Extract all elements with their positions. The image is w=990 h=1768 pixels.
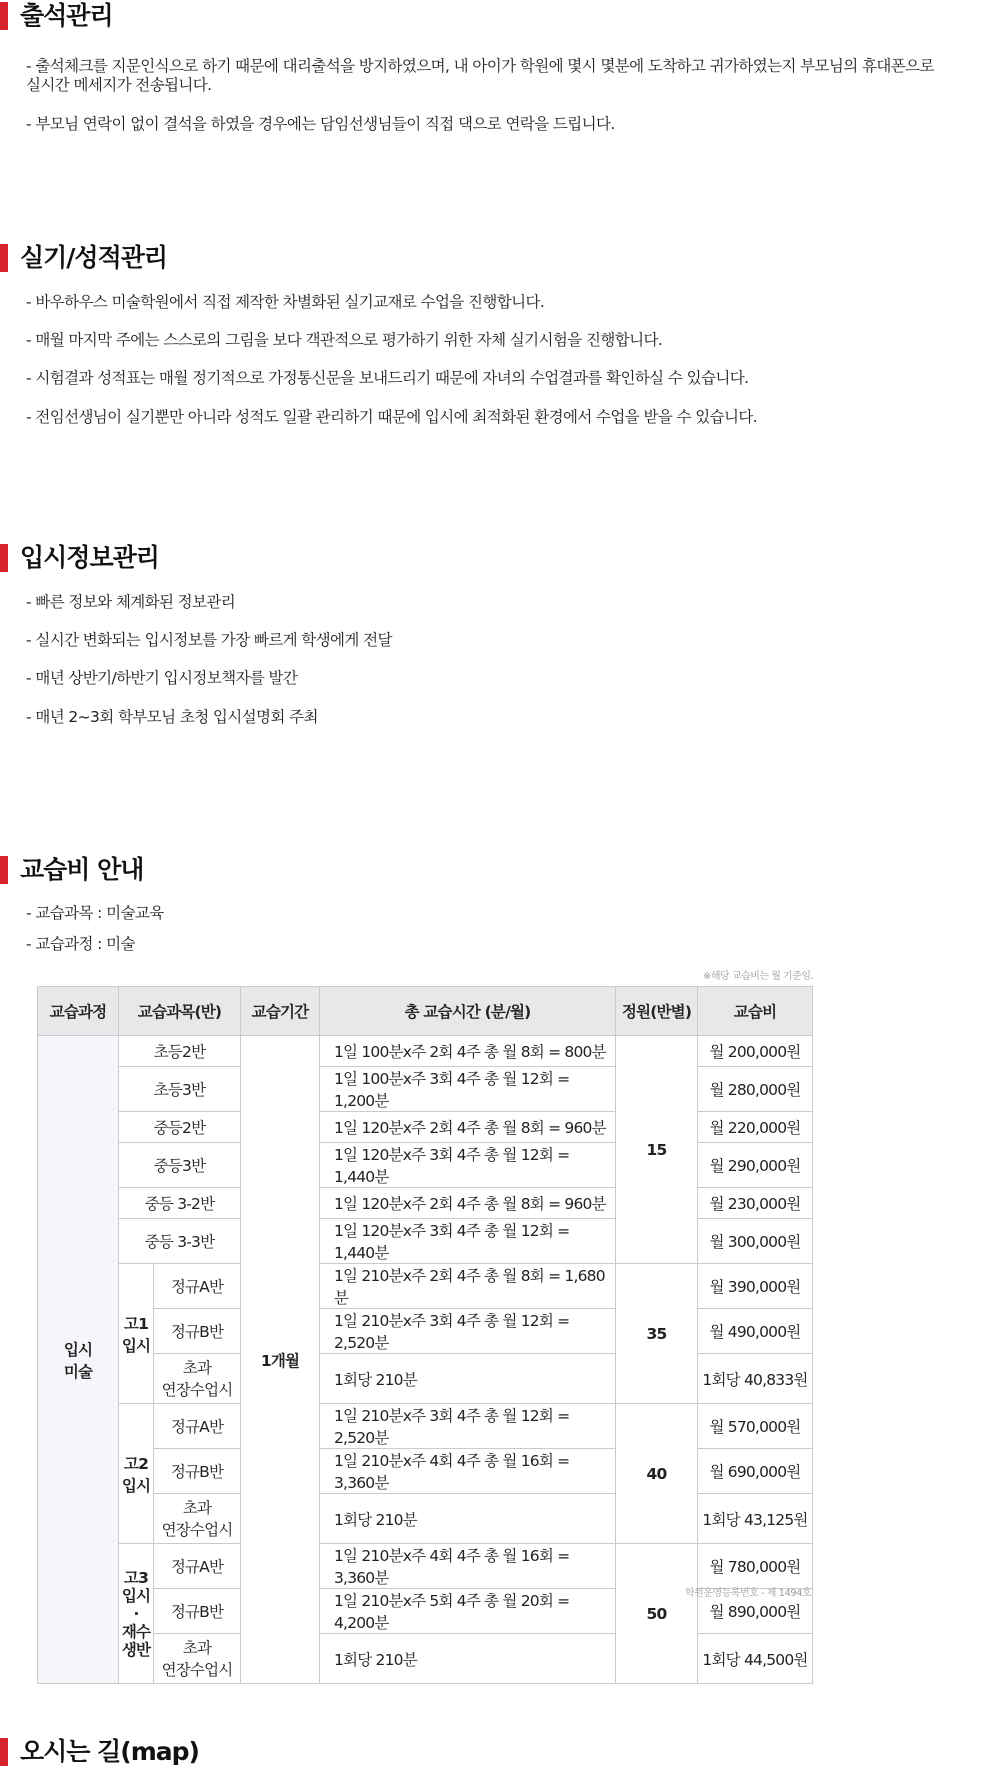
attendance-line: - 출석체크를 지문인식으로 하기 때문에 대리출석을 방지하였으며, 내 아이가 학원에 몇시 몇분에 도착하고 귀가하였는지 부모님의 휴대폰으로 — [26, 57, 934, 75]
section-title: 출석관리 — [20, 1, 113, 30]
admissions-line: - 매년 상반기/하반기 입시정보책자를 발간 — [26, 669, 298, 687]
group-cell: 고3 입시 · 재수 생반 — [119, 1544, 154, 1684]
class-cell: 정규A반 — [154, 1404, 241, 1449]
attendance-line: - 부모님 연락이 없이 결석을 하였을 경우에는 담임선생님들이 직접 댁으로 연락을 드립니다. — [26, 115, 615, 133]
fee-cell: 월 300,000원 — [698, 1219, 813, 1264]
section-marker — [0, 856, 8, 884]
time-cell: 1회당 210분 — [320, 1354, 616, 1404]
fee-cell: 1회당 43,125원 — [698, 1494, 813, 1544]
fee-cell: 월 490,000원 — [698, 1309, 813, 1354]
table-header: 정원(반별) — [616, 987, 698, 1036]
table-header: 총 교습시간 (분/월) — [320, 987, 616, 1036]
class-cell: 중등 3-2반 — [119, 1188, 241, 1219]
tuition-line: - 교습과목 : 미술교육 — [26, 904, 164, 922]
admissions-line: - 실시간 변화되는 입시정보를 가장 빠르게 학생에게 전달 — [26, 631, 392, 649]
class-cell: 정규A반 — [154, 1544, 241, 1589]
time-cell: 1일 120분x주 3회 4주 총 월 12회 = 1,440분 — [320, 1143, 616, 1188]
capacity-cell: 50 — [616, 1544, 698, 1684]
time-cell: 1회당 210분 — [320, 1494, 616, 1544]
class-cell: 정규B반 — [154, 1589, 241, 1634]
admissions-line: - 매년 2~3회 학부모님 초청 입시설명회 주최 — [26, 708, 318, 726]
section-title: 교습비 안내 — [20, 855, 144, 884]
table-header: 교습기간 — [241, 987, 320, 1036]
fee-cell: 1회당 44,500원 — [698, 1634, 813, 1684]
table-header-row — [38, 987, 813, 1036]
section-marker — [0, 544, 8, 572]
class-cell: 초과 연장수업시 — [154, 1354, 241, 1404]
class-cell: 초과 연장수업시 — [154, 1494, 241, 1544]
fee-cell: 월 390,000원 — [698, 1264, 813, 1309]
group-cell: 고2 입시 — [119, 1404, 154, 1544]
period-cell: 1개월 — [241, 1036, 320, 1684]
class-cell: 정규B반 — [154, 1309, 241, 1354]
tuition-line: - 교습과정 : 미술 — [26, 935, 135, 953]
time-cell: 1일 210분x주 2회 4주 총 월 8회 = 1,680분 — [320, 1264, 616, 1309]
grades-line: - 바우하우스 미술학원에서 직접 제작한 차별화된 실기교재로 수업을 진행합니다. — [26, 293, 545, 311]
fee-cell: 월 890,000원 — [698, 1589, 813, 1634]
fee-cell: 월 280,000원 — [698, 1067, 813, 1112]
time-cell: 1일 210분x주 3회 4주 총 월 12회 = 2,520분 — [320, 1404, 616, 1449]
time-cell: 1일 120분x주 2회 4주 총 월 8회 = 960분 — [320, 1112, 616, 1143]
fee-cell: 월 230,000원 — [698, 1188, 813, 1219]
grades-line: - 전임선생님이 실기뿐만 아니라 성적도 일괄 관리하기 때문에 입시에 최적화된 환경에서 수업을 받을 수 있습니다. — [26, 408, 758, 426]
fee-cell: 1회당 40,833원 — [698, 1354, 813, 1404]
class-cell: 정규A반 — [154, 1264, 241, 1309]
table-row — [38, 1036, 813, 1067]
grades-line: - 시험결과 성적표는 매월 정기적으로 가정통신문을 보내드리기 때문에 자녀의 수업결과를 확인하실 수 있습니다. — [26, 369, 749, 387]
class-cell: 초등3반 — [119, 1067, 241, 1112]
section-title: 실기/성적관리 — [20, 243, 168, 272]
capacity-cell: 40 — [616, 1404, 698, 1544]
table-header: 교습과목(반) — [119, 987, 241, 1036]
time-cell: 1일 120분x주 2회 4주 총 월 8회 = 960분 — [320, 1188, 616, 1219]
table-row — [38, 1264, 813, 1309]
fee-cell: 월 780,000원 — [698, 1544, 813, 1589]
fee-cell: 월 570,000원 — [698, 1404, 813, 1449]
class-cell: 정규B반 — [154, 1449, 241, 1494]
time-cell: 1일 100분x주 3회 4주 총 월 12회 = 1,200분 — [320, 1067, 616, 1112]
fee-cell: 월 690,000원 — [698, 1449, 813, 1494]
class-cell: 중등2반 — [119, 1112, 241, 1143]
fee-cell: 월 220,000원 — [698, 1112, 813, 1143]
class-cell: 초과 연장수업시 — [154, 1634, 241, 1684]
section-marker — [0, 2, 8, 30]
course-cell: 입시 미술 — [38, 1036, 119, 1684]
class-cell: 초등2반 — [119, 1036, 241, 1067]
class-cell: 중등3반 — [119, 1143, 241, 1188]
time-cell: 1일 100분x주 2회 4주 총 월 8회 = 800분 — [320, 1036, 616, 1067]
table-row — [38, 1404, 813, 1449]
fee-cell: 월 200,000원 — [698, 1036, 813, 1067]
group-cell: 고1 입시 — [119, 1264, 154, 1404]
admissions-line: - 빠른 정보와 체계화된 정보관리 — [26, 593, 236, 611]
section-marker — [0, 244, 8, 272]
time-cell: 1일 210분x주 3회 4주 총 월 12회 = 2,520분 — [320, 1309, 616, 1354]
table-header: 교습비 — [698, 987, 813, 1036]
table-row — [38, 1544, 813, 1589]
tuition-table — [37, 986, 813, 1684]
capacity-cell: 35 — [616, 1264, 698, 1404]
fee-cell: 월 290,000원 — [698, 1143, 813, 1188]
time-cell: 1회당 210분 — [320, 1634, 616, 1684]
section-title: 오시는 길(map) — [20, 1737, 199, 1766]
time-cell: 1일 210분x주 4회 4주 총 월 16회 = 3,360분 — [320, 1544, 616, 1589]
table-header: 교습과정 — [38, 987, 119, 1036]
section-marker — [0, 1738, 8, 1766]
time-cell: 1일 210분x주 5회 4주 총 월 20회 = 4,200분 — [320, 1589, 616, 1634]
grades-line: - 매월 마지막 주에는 스스로의 그림을 보다 객관적으로 평가하기 위한 자체 실기시험을 진행합니다. — [26, 331, 663, 349]
attendance-line: 실시간 메세지가 전송됩니다. — [26, 76, 212, 94]
registration-number: 학원운영등록번호 - 제 1494호 — [685, 1588, 812, 1599]
tuition-note-top: ※해당 교습비는 월 기준임. — [703, 971, 814, 982]
time-cell: 1일 210분x주 4회 4주 총 월 16회 = 3,360분 — [320, 1449, 616, 1494]
capacity-cell: 15 — [616, 1036, 698, 1264]
time-cell: 1일 120분x주 3회 4주 총 월 12회 = 1,440분 — [320, 1219, 616, 1264]
section-title: 입시정보관리 — [20, 543, 159, 572]
class-cell: 중등 3-3반 — [119, 1219, 241, 1264]
